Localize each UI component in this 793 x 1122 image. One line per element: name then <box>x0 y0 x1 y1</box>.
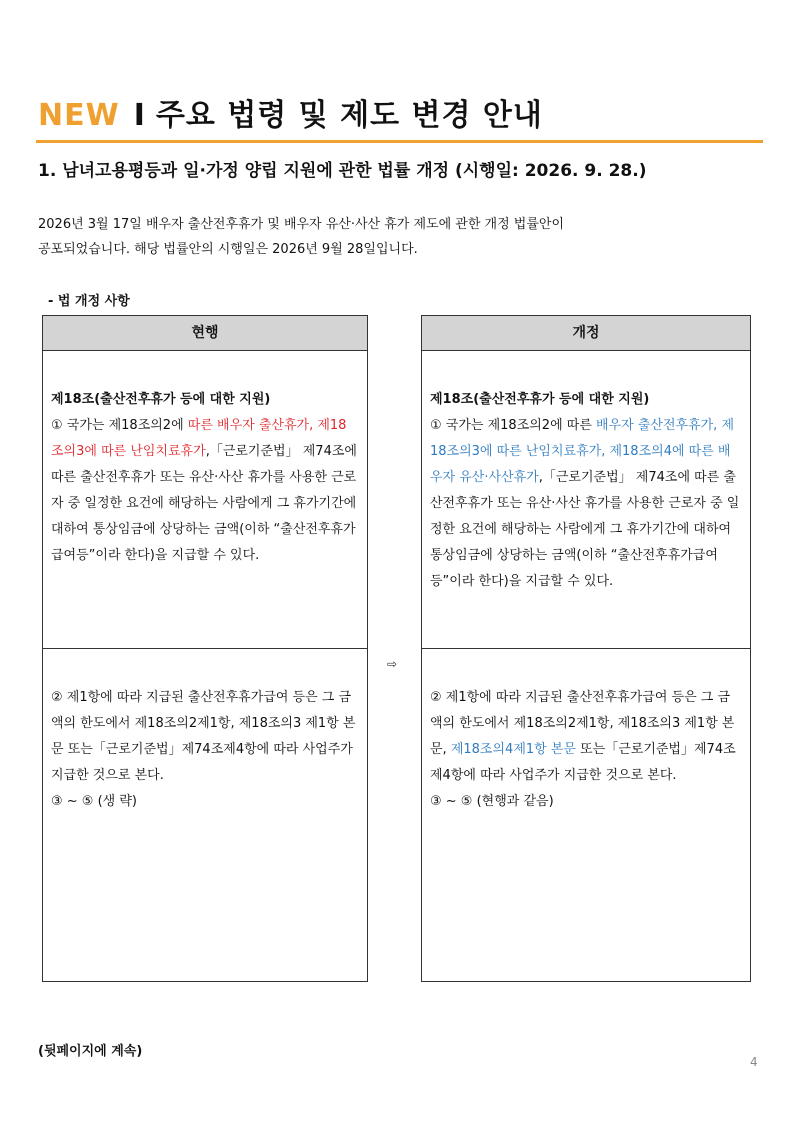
current-law-table <box>42 315 368 982</box>
amended-paragraph-1 <box>430 413 740 595</box>
current-law-header: 현행 <box>43 316 367 351</box>
current-article-title: 제18조(출산전후휴가 등에 대한 지원) <box>51 392 271 407</box>
header-divider: I <box>133 98 146 133</box>
intro-line-2: 공포되었습니다. 해당 법률안의 시행일은 2026년 9월 28일입니다. <box>38 242 418 257</box>
amended-p1-text-a: ① 국가는 제18조의2에 따른 <box>430 418 597 433</box>
amended-article-title: 제18조(출산전후휴가 등에 대한 지원) <box>430 392 650 407</box>
current-law-cell-2 <box>43 649 367 815</box>
section-subtitle: 1. 남녀고용평등과 일·가정 양립 지원에 관한 법률 개정 (시행일: 2026. 9. 28.) <box>38 161 647 181</box>
amended-p2-highlight: 제18조의4제1항 본문 <box>450 742 576 757</box>
intro-text <box>38 212 564 262</box>
amended-law-cell-2 <box>422 649 750 815</box>
current-p1-text-a: ① 국가는 제18조의2에 <box>51 418 188 433</box>
new-badge: NEW <box>38 98 120 133</box>
amended-p1-highlight: 배우자 출산전후휴가, 제18조의3에 따른 난임치료휴가, 제18조의4에 따른 배우자 유산·사산휴가 <box>430 418 735 485</box>
section-label: - 법 개정 사항 <box>48 294 130 309</box>
continued-note: (뒷페이지에 계속) <box>38 1044 143 1059</box>
amended-paragraph-3: ③ ~ ⑤ (현행과 같음) <box>430 794 554 809</box>
amended-law-table <box>421 315 751 982</box>
current-p1-text-b: ,「근로기준법」 제74조에 따른 출산전후휴가 또는 유산·사산 휴가를 사용한 근로자 중 일정한 요건에 해당하는 사람에게 그 휴가기간에 대하여 통상임금에 상당하는 금액(이하 “출산전후휴가급여등”이라 한다)을 지급할 수 있다. <box>51 444 357 563</box>
arrow-right-icon: ⇨ <box>387 657 398 671</box>
current-p1-highlight: 따른 배우자 출산휴가, 제18조의3에 따른 난임치료휴가 <box>51 418 347 459</box>
intro-line-1: 2026년 3월 17일 배우자 출산전후휴가 및 배우자 유산·사산 휴가 제도에 관한 개정 법률안이 <box>38 217 565 232</box>
amended-p2-text-a: ② 제1항에 따라 지급된 출산전후휴가급여 등은 그 금액의 한도에서 제18조의2제1항, 제18조의3 제1항 본문, <box>430 690 735 757</box>
amended-law-cell-1 <box>422 351 750 649</box>
current-paragraph-3: ③ ~ ⑤ (생 략) <box>51 794 137 809</box>
current-law-cell-1 <box>43 351 367 649</box>
current-paragraph-2: ② 제1항에 따라 지급된 출산전후휴가급여 등은 그 금액의 한도에서 제18조의2제1항, 제18조의3 제1항 본문 또는「근로기준법」제74조제4항에 따라 사업주가 지급한 것으로 본다. <box>51 690 356 783</box>
header-rule <box>36 140 763 143</box>
amended-law-header: 개정 <box>422 316 750 351</box>
amended-p2-text-b: 또는「근로기준법」제74조제4항에 따라 사업주가 지급한 것으로 본다. <box>430 742 736 783</box>
current-paragraph-1 <box>51 413 357 569</box>
page-number: 4 <box>750 1055 758 1069</box>
page-title: 주요 법령 및 제도 변경 안내 <box>155 98 543 133</box>
page-header <box>38 90 543 134</box>
amended-p1-text-b: ,「근로기준법」 제74조에 따른 출산전후휴가 또는 유산·사산 휴가를 사용한 근로자 중 일정한 요건에 해당하는 사람에게 그 휴가기간에 대하여 통상임금에 상당하는 금액(이하 “출산전후휴가급여등”이라 한다)을 지급할 수 있다. <box>430 470 740 589</box>
amended-paragraph-2 <box>430 685 740 789</box>
